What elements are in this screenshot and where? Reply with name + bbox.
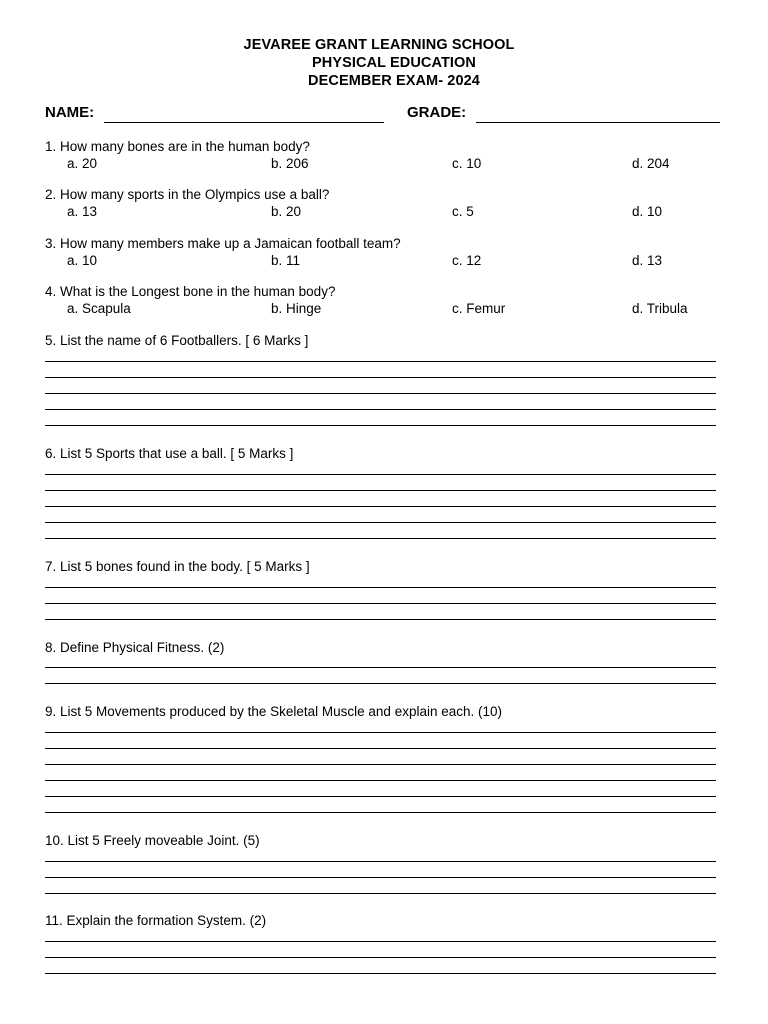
answer-line[interactable] xyxy=(45,893,716,894)
option-c[interactable]: c. Femur xyxy=(452,301,506,316)
answer-line[interactable] xyxy=(45,409,716,410)
option-b[interactable]: b. Hinge xyxy=(271,301,322,316)
answer-line[interactable] xyxy=(45,861,716,862)
answer-line[interactable] xyxy=(45,425,716,426)
answer-line[interactable] xyxy=(45,667,716,668)
mcq-question: 1. How many bones are in the human body? xyxy=(45,139,310,154)
mcq-question: 4. What is the Longest bone in the human body? xyxy=(45,284,336,299)
option-b[interactable]: b. 206 xyxy=(271,156,309,171)
subject-title: PHYSICAL EDUCATION xyxy=(312,55,476,71)
option-a[interactable]: a. 10 xyxy=(67,253,98,268)
option-c[interactable]: c. 5 xyxy=(452,204,474,219)
open-question: 6. List 5 Sports that use a ball. [ 5 Marks ] xyxy=(45,446,294,461)
option-c[interactable]: c. 10 xyxy=(452,156,482,171)
answer-line[interactable] xyxy=(45,587,716,588)
open-question: 7. List 5 bones found in the body. [ 5 Marks ] xyxy=(45,559,310,574)
mcq-options xyxy=(67,156,727,172)
grade-label: GRADE: xyxy=(407,104,467,121)
answer-line[interactable] xyxy=(45,732,716,733)
option-c[interactable]: c. 12 xyxy=(452,253,482,268)
school-name: JEVAREE GRANT LEARNING SCHOOL xyxy=(243,37,515,53)
answer-line[interactable] xyxy=(45,522,716,523)
answer-line[interactable] xyxy=(45,538,716,539)
option-d[interactable]: d. Tribula xyxy=(632,301,688,316)
answer-line[interactable] xyxy=(45,490,716,491)
answer-line[interactable] xyxy=(45,812,716,813)
option-b[interactable]: b. 11 xyxy=(271,253,301,268)
answer-line[interactable] xyxy=(45,796,716,797)
open-question: 11. Explain the formation System. (2) xyxy=(45,913,267,928)
mcq-question: 2. How many sports in the Olympics use a ball? xyxy=(45,187,330,202)
option-a[interactable]: a. 13 xyxy=(67,204,98,219)
answer-line[interactable] xyxy=(45,393,716,394)
name-blank[interactable] xyxy=(104,122,384,123)
mcq-options xyxy=(67,301,727,317)
mcq-question: 3. How many members make up a Jamaican football team? xyxy=(45,236,401,251)
open-question: 9. List 5 Movements produced by the Skeletal Muscle and explain each. (10) xyxy=(45,704,503,719)
option-b[interactable]: b. 20 xyxy=(271,204,302,219)
option-d[interactable]: d. 204 xyxy=(632,156,670,171)
answer-line[interactable] xyxy=(45,474,716,475)
open-question: 5. List the name of 6 Footballers. [ 6 Marks ] xyxy=(45,333,309,348)
answer-line[interactable] xyxy=(45,748,716,749)
open-question: 8. Define Physical Fitness. (2) xyxy=(45,640,225,655)
answer-line[interactable] xyxy=(45,361,716,362)
answer-line[interactable] xyxy=(45,683,716,684)
exam-header xyxy=(0,36,768,90)
mcq-options xyxy=(67,253,727,269)
open-question: 10. List 5 Freely moveable Joint. (5) xyxy=(45,833,260,848)
grade-blank[interactable] xyxy=(476,122,720,123)
answer-line[interactable] xyxy=(45,764,716,765)
answer-line[interactable] xyxy=(45,941,716,942)
student-info-row xyxy=(45,104,725,126)
option-a[interactable]: a. Scapula xyxy=(67,301,131,316)
answer-line[interactable] xyxy=(45,619,716,620)
option-d[interactable]: d. 10 xyxy=(632,204,663,219)
answer-line[interactable] xyxy=(45,603,716,604)
exam-title: DECEMBER EXAM- 2024 xyxy=(308,73,480,89)
option-d[interactable]: d. 13 xyxy=(632,253,663,268)
answer-line[interactable] xyxy=(45,877,716,878)
mcq-options xyxy=(67,204,727,220)
answer-line[interactable] xyxy=(45,973,716,974)
option-a[interactable]: a. 20 xyxy=(67,156,98,171)
name-label: NAME: xyxy=(45,104,95,121)
answer-line[interactable] xyxy=(45,377,716,378)
answer-line[interactable] xyxy=(45,957,716,958)
answer-line[interactable] xyxy=(45,506,716,507)
answer-line[interactable] xyxy=(45,780,716,781)
